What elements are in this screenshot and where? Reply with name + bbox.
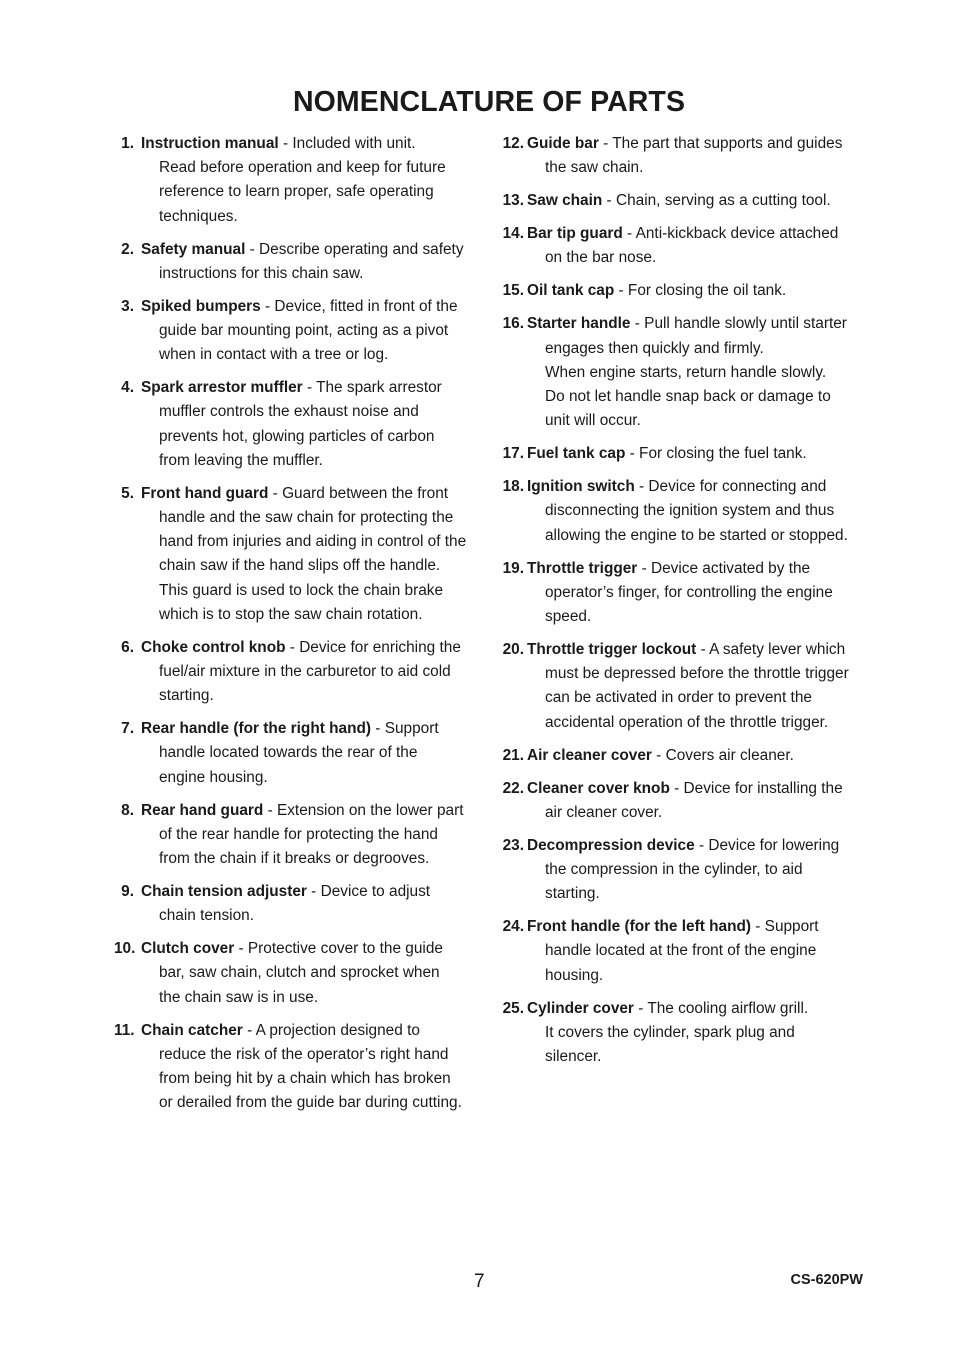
- part-description: - Device for lowering: [694, 836, 840, 854]
- part-description: - For closing the oil tank.: [614, 282, 787, 300]
- part-number: 21.: [502, 746, 524, 764]
- part-description: - Included with unit.: [278, 135, 416, 152]
- part-term: Rear hand guard: [141, 801, 264, 819]
- part-description-line: handle located at the front of the engine: [545, 942, 817, 960]
- part-number: 13.: [502, 192, 524, 210]
- part-description-line: When engine starts, return handle slowly.: [545, 363, 827, 381]
- part-description-line: handle and the saw chain for protecting the: [159, 509, 454, 527]
- model-number: CS-620PW: [790, 1272, 863, 1288]
- part-term: Guide bar: [527, 135, 599, 152]
- part-description-line: the compression in the cylinder, to aid: [545, 861, 803, 879]
- part-description-line: the chain saw is in use.: [159, 988, 319, 1006]
- part-term: Air cleaner cover: [527, 746, 652, 764]
- part-item: [500, 132, 868, 180]
- part-item: [114, 295, 482, 368]
- part-number: 12.: [502, 135, 524, 152]
- part-item: [500, 557, 868, 630]
- part-number: 14.: [502, 225, 524, 243]
- part-term: Spiked bumpers: [141, 297, 261, 315]
- part-item: [500, 915, 868, 988]
- parts-list-right: [500, 132, 868, 1078]
- part-description-line: silencer.: [545, 1048, 602, 1066]
- part-number: 17.: [502, 445, 524, 463]
- part-first-line: [527, 279, 868, 303]
- part-term: Ignition switch: [527, 478, 635, 496]
- part-description-line: when in contact with a tree or log.: [159, 346, 389, 364]
- part-first-line: [141, 482, 482, 506]
- part-number: 18.: [502, 478, 524, 496]
- part-term: Throttle trigger lockout: [527, 641, 697, 659]
- part-item: [500, 638, 868, 735]
- part-first-line: [527, 442, 868, 466]
- part-item: [114, 799, 482, 872]
- part-number: 7.: [121, 720, 134, 738]
- part-term: Bar tip guard: [527, 225, 623, 243]
- part-item: [500, 475, 868, 548]
- part-term: Safety manual: [141, 240, 246, 258]
- part-first-line: [527, 744, 868, 768]
- part-description-line: accidental operation of the throttle trigger.: [545, 713, 829, 731]
- part-description: - Device for connecting and: [634, 478, 827, 496]
- part-item: [500, 279, 868, 303]
- part-description-line: reduce the risk of the operator’s right hand: [159, 1045, 449, 1063]
- part-description: - Device to adjust: [306, 883, 431, 901]
- part-description: - Protective cover to the guide: [234, 940, 443, 958]
- part-term: Cylinder cover: [527, 999, 634, 1017]
- part-description-line: air cleaner cover.: [545, 803, 663, 821]
- part-number: 19.: [502, 559, 524, 577]
- part-first-line: [141, 238, 482, 262]
- part-description: - The part that supports and guides: [598, 135, 843, 152]
- part-item: [500, 834, 868, 907]
- part-description: - Extension on the lower part: [263, 801, 464, 819]
- part-term: Front handle (for the left hand): [527, 918, 751, 936]
- part-item: [114, 1019, 482, 1116]
- part-description-line: fuel/air mixture in the carburetor to aid cold: [159, 663, 451, 681]
- part-number: 9.: [121, 883, 134, 901]
- part-item: [114, 717, 482, 790]
- part-item: [500, 997, 868, 1070]
- part-term: Instruction manual: [141, 135, 279, 152]
- part-description: - Pull handle slowly until starter: [630, 315, 847, 333]
- part-first-line: [527, 557, 868, 581]
- part-item: [114, 880, 482, 928]
- parts-list-left: [114, 132, 482, 1124]
- part-description-line: techniques.: [159, 207, 238, 225]
- part-description: - A projection designed to: [242, 1021, 420, 1039]
- part-item: [500, 442, 868, 466]
- part-description-line: hand from injuries and aiding in control of the: [159, 533, 467, 551]
- part-number: 6.: [121, 638, 134, 656]
- part-term: Fuel tank cap: [527, 445, 626, 463]
- part-item: [500, 744, 868, 768]
- part-number: 1.: [121, 135, 134, 152]
- part-description-line: starting.: [159, 687, 214, 705]
- part-description: - Chain, serving as a cutting tool.: [602, 192, 831, 210]
- part-description-line: operator’s finger, for controlling the engine: [545, 583, 833, 601]
- part-item: [500, 312, 868, 433]
- part-term: Clutch cover: [141, 940, 235, 958]
- part-description: - A safety lever which: [696, 641, 846, 659]
- part-item: [114, 482, 482, 627]
- part-number: 20.: [502, 641, 524, 659]
- part-number: 5.: [121, 484, 134, 502]
- part-description-line: on the bar nose.: [545, 249, 657, 267]
- part-description: - For closing the fuel tank.: [625, 445, 807, 463]
- part-number: 24.: [502, 918, 524, 936]
- part-description-line: from the chain if it breaks or degrooves.: [159, 850, 430, 868]
- part-term: Cleaner cover knob: [527, 779, 670, 797]
- part-item: [114, 937, 482, 1010]
- part-description: - Support: [751, 918, 819, 936]
- part-description-line: disconnecting the ignition system and thus: [545, 502, 835, 520]
- part-description-line: engages then quickly and firmly.: [545, 339, 764, 357]
- part-first-line: [141, 799, 482, 823]
- part-number: 10.: [114, 940, 136, 958]
- part-term: Chain tension adjuster: [141, 883, 307, 901]
- part-description-line: speed.: [545, 608, 592, 626]
- part-number: 16.: [502, 315, 524, 333]
- part-description: - Anti-kickback device attached: [622, 225, 839, 243]
- part-description: - The spark arrestor: [302, 379, 442, 397]
- part-first-line: [527, 997, 868, 1021]
- part-description-line: muffler controls the exhaust noise and: [159, 403, 419, 421]
- part-description: - Device for enriching the: [285, 638, 461, 656]
- part-description: - Support: [371, 720, 439, 738]
- part-description-line: the saw chain.: [545, 159, 644, 177]
- part-number: 23.: [502, 836, 524, 854]
- part-first-line: [141, 880, 482, 904]
- part-first-line: [527, 915, 868, 939]
- part-term: Throttle trigger: [527, 559, 638, 577]
- part-first-line: [141, 376, 482, 400]
- part-term: Oil tank cap: [527, 282, 615, 300]
- part-first-line: [527, 834, 868, 858]
- part-description-line: Read before operation and keep for future: [159, 159, 446, 177]
- part-description-line: which is to stop the saw chain rotation.: [159, 605, 423, 623]
- part-description-line: starting.: [545, 885, 600, 903]
- part-description: - Covers air cleaner.: [651, 746, 794, 764]
- part-item: [500, 777, 868, 825]
- part-number: 2.: [121, 240, 134, 258]
- part-description-line: Do not let handle snap back or damage to: [545, 388, 831, 406]
- part-description-line: This guard is used to lock the chain brake: [159, 581, 444, 599]
- part-description-line: prevents hot, glowing particles of carbon: [159, 427, 435, 445]
- part-term: Spark arrestor muffler: [141, 379, 303, 397]
- part-first-line: [527, 312, 868, 336]
- part-term: Starter handle: [527, 315, 631, 333]
- part-description-line: guide bar mounting point, acting as a pivot: [159, 322, 449, 340]
- part-number: 8.: [121, 801, 134, 819]
- part-item: [114, 636, 482, 709]
- part-description-line: instructions for this chain saw.: [159, 264, 364, 282]
- part-term: Saw chain: [527, 192, 603, 210]
- part-number: 4.: [121, 379, 134, 397]
- part-term: Decompression device: [527, 836, 695, 854]
- part-first-line: [141, 717, 482, 741]
- part-first-line: [527, 132, 868, 156]
- part-item: [114, 132, 482, 229]
- part-description: - Device, fitted in front of the: [260, 297, 458, 315]
- part-description-line: must be depressed before the throttle trigger: [545, 665, 849, 683]
- part-description: - Describe operating and safety: [245, 240, 464, 258]
- part-number: 22.: [502, 779, 524, 797]
- part-description-line: reference to learn proper, safe operating: [159, 183, 434, 201]
- page-title: NOMENCLATURE OF PARTS: [292, 86, 686, 118]
- part-description-line: bar, saw chain, clutch and sprocket when: [159, 964, 440, 982]
- part-description: - Device for installing the: [669, 779, 843, 797]
- part-description-line: unit will occur.: [545, 412, 641, 430]
- part-description-line: of the rear handle for protecting the hand: [159, 825, 438, 843]
- part-first-line: [527, 638, 868, 662]
- part-number: 25.: [502, 999, 524, 1017]
- part-first-line: [527, 189, 868, 213]
- part-description: - Device activated by the: [637, 559, 811, 577]
- part-description: - The cooling airflow grill.: [633, 999, 809, 1017]
- part-first-line: [141, 937, 482, 961]
- part-description: - Guard between the front: [268, 484, 449, 502]
- part-first-line: [141, 132, 482, 156]
- part-description-line: engine housing.: [159, 768, 268, 786]
- part-term: Chain catcher: [141, 1021, 243, 1039]
- part-first-line: [527, 475, 868, 499]
- part-item: [500, 189, 868, 213]
- part-description-line: housing.: [545, 966, 604, 984]
- part-description-line: can be activated in order to prevent the: [545, 689, 812, 707]
- part-first-line: [141, 1019, 482, 1043]
- part-item: [114, 238, 482, 286]
- part-item: [114, 376, 482, 473]
- part-term: Rear handle (for the right hand): [141, 720, 372, 738]
- part-term: Front hand guard: [141, 484, 269, 502]
- page-number: 7: [474, 1271, 485, 1292]
- part-description-line: or derailed from the guide bar during cutting.: [159, 1094, 462, 1112]
- part-first-line: [141, 636, 482, 660]
- part-description-line: It covers the cylinder, spark plug and: [545, 1023, 795, 1041]
- part-term: Choke control knob: [141, 638, 286, 656]
- part-number: 15.: [502, 282, 524, 300]
- part-item: [500, 222, 868, 270]
- part-description-line: handle located towards the rear of the: [159, 744, 418, 762]
- part-first-line: [527, 777, 868, 801]
- part-description-line: from being hit by a chain which has broken: [159, 1070, 451, 1088]
- part-first-line: [141, 295, 482, 319]
- part-description-line: chain saw if the hand slips off the handle.: [159, 557, 441, 575]
- part-number: 11.: [114, 1021, 135, 1039]
- part-number: 3.: [121, 297, 134, 315]
- part-description-line: allowing the engine to be started or stopped.: [545, 526, 848, 544]
- part-first-line: [527, 222, 868, 246]
- part-description-line: from leaving the muffler.: [159, 451, 323, 469]
- part-description-line: chain tension.: [159, 907, 254, 925]
